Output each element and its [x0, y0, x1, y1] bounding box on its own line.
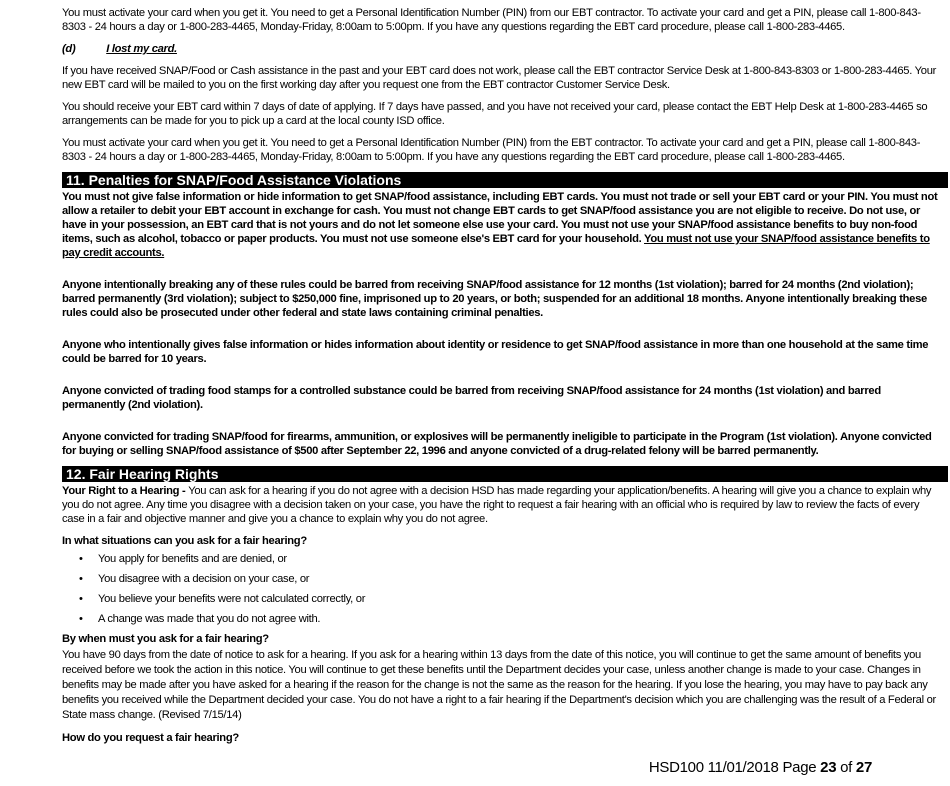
lost-card-paragraph-1: If you have received SNAP/Food or Cash assistance in the past and your EBT card does not work, please call the EBT contractor Service Desk at 1-800-843-8303 or 1-800-283-4465. Your new EBT card will be mailed to you on the first working day after you request one from the EBT contractor Customer Service Desk. — [62, 65, 937, 91]
bullet-icon: • — [79, 553, 83, 565]
page-number: 23 — [820, 759, 837, 776]
situation-item: • You disagree with a decision on your case, or — [79, 573, 310, 585]
activate-card-paragraph: You must activate your card when you get it. You need to get a Personal Identification Number (PIN) from our EBT contractor. To activate your card and get a PIN, please call 1-800-843-8303 - 24 hours a day or 1-800-283-4465, Monday-Friday, 8:00am to 5:00pm. If you have any questions regarding the EBT card procedure, please call 1-800-283-4465. — [62, 7, 921, 33]
lost-card-paragraph-2: You should receive your EBT card within 7 days of date of applying. If 7 days have passed, and you have not received your card, please contact the EBT Help Desk at 1-800-283-4465 so arrangements can be made for you to pick up a card at the local county ISD office. — [62, 101, 928, 127]
when-heading: By when must you ask for a fair hearing? — [62, 633, 269, 645]
hearing-right-lead: Your Right to a Hearing - — [62, 485, 189, 497]
bullet-icon: • — [79, 613, 83, 625]
activate-card-paragraph-2: You must activate your card when you get it. You need to get a Personal Identification Number (PIN) from the EBT contractor. To activate your card and get a PIN, please call 1-800-843-8303 - 24 hours a day or 1-800-283-4465, Monday-Friday, 8:00am to 5:00pm. If you have any questions regarding the EBT card procedure, please call 1-800-283-4465. — [62, 137, 921, 163]
subsection-heading — [62, 42, 938, 56]
situation-item: • You believe your benefits were not calculated correctly, or — [79, 593, 366, 605]
situation-item: • A change was made that you do not agree with. — [79, 613, 321, 625]
page-footer: HSD100 11/01/2018 Page 23 of 27 — [648, 759, 872, 776]
hearing-right-paragraph — [62, 484, 938, 526]
section-12-heading: 12. Fair Hearing Rights — [62, 466, 948, 482]
credit-accounts-warning: You must not use your SNAP/food assistance benefits to pay credit accounts. — [62, 233, 930, 259]
how-heading: How do you request a fair hearing? — [62, 732, 239, 744]
section-11-heading: 11. Penalties for SNAP/Food Assistance Violations — [62, 172, 948, 188]
penalties-paragraph-2: Anyone intentionally breaking any of these rules could be barred from receiving SNAP/food assistance for 12 months (1st violation); barred for 24 months (2nd violation); barred permanently (3rd violation); subject to $250,000 fine, imprisoned up to 20 years, or both; suspended for an additional 18 months. Anyone intentionally breaking these rules could also be prosecuted under other federal and state laws containing criminal penalties. — [62, 279, 927, 319]
bullet-icon: • — [79, 573, 83, 585]
hearing-right-text: You can ask for a hearing if you do not agree with a decision HSD has made regarding your application/benefits. A hearing will give you a chance to explain why you do not agree. Any time you disagree with a decision taken on your case, you have the right to request a fair hearing with an official who is required by law to review the facts of every case in a fair and objective manner and give you a chance to explain why you do not agree. — [62, 485, 932, 525]
situation-item: • You apply for benefits and are denied, or — [79, 553, 287, 565]
penalties-paragraph-4: Anyone convicted of trading food stamps for a controlled substance could be barred from receiving SNAP/food assistance for 24 months (1st violation) and barred permanently (2nd violation). — [62, 385, 881, 411]
penalties-paragraph-5: Anyone convicted for trading SNAP/food for firearms, ammunition, or explosives will be permanently ineligible to participate in the Program (1st violation). Anyone convicted for buying or selling SNAP/food assistance of $500 after September 22, 1996 and anyone convicted of a drug-related felony will be barred permanently. — [62, 431, 932, 457]
situations-heading: In what situations can you ask for a fair hearing? — [62, 535, 307, 547]
when-paragraph: You have 90 days from the date of notice to ask for a hearing. If you ask for a hearing within 13 days from the date of this notice, you will continue to get the same amount of benefits you received before we took the action in this notice. You will continue to get these benefits until the Department decides your case, unless another change is made to your case. Changes in benefits may be made after you have asked for a hearing if the reason for the change is not the same as the reason for the hearing. If you lose the hearing, you may have to pay back any benefits you received while the Department decided your case. You do not have a right to a fair hearing if the Department's decision which you are challenging was the result of a Federal or State mass change. (Revised 7/15/14) — [62, 649, 936, 721]
situations-list — [79, 552, 938, 626]
penalties-paragraph-1 — [62, 190, 938, 260]
penalties-paragraph-3: Anyone who intentionally gives false information or hides information about identity or residence to get SNAP/food assistance in more than one household at the same time could be barred for 10 years. — [62, 339, 929, 365]
bullet-icon: • — [79, 593, 83, 605]
subsection-letter: (d) — [62, 43, 76, 55]
page-total: 27 — [855, 759, 872, 776]
penalties-text: You must not give false information or hide information to get SNAP/food assistance, including EBT cards. You must not trade or sell your EBT card or your PIN. You must not allow a retailer to debit your EBT account in exchange for cash. You must not change EBT cards to get SNAP/food assistance you are not eligible to receive. Do not use, or have in your possession, an EBT card that is not yours and do not let someone else use your card. You must not use your SNAP/food assistance benefits to buy non-food items, such as alcohol, tobacco or paper products. You must not use someone else's EBT card for your household. — [62, 191, 938, 245]
subsection-title: I lost my card. — [106, 43, 177, 55]
